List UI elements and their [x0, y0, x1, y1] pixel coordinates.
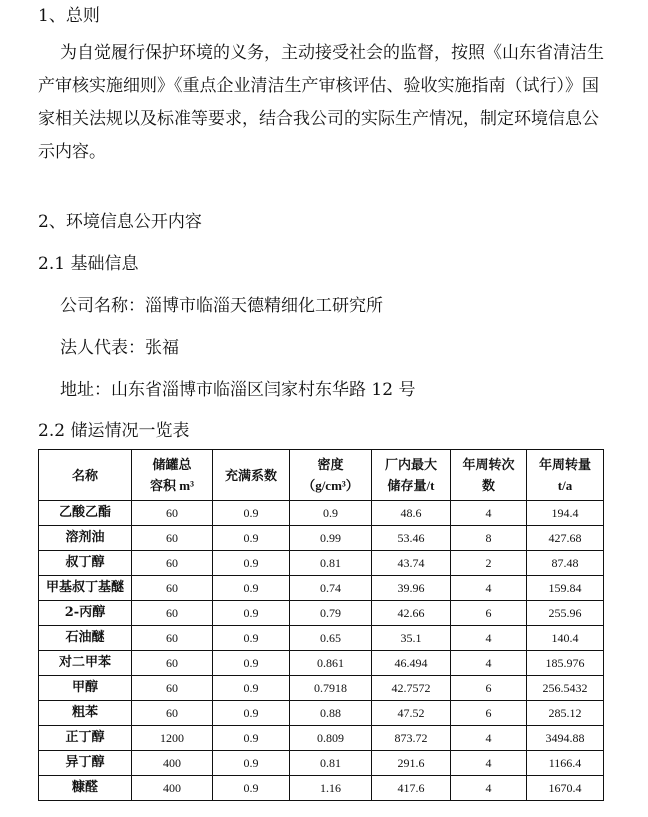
cell-tank-volume: 60	[132, 501, 213, 526]
header-fill-factor: 充满系数	[213, 450, 290, 501]
cell-fill-factor: 0.9	[213, 601, 290, 626]
cell-max-storage: 46.494	[372, 651, 451, 676]
table-body	[39, 501, 604, 801]
cell-turnover-amount: 1166.4	[527, 751, 604, 776]
cell-turnover-amount: 3494.88	[527, 726, 604, 751]
cell-name: 甲基叔丁基醚	[39, 576, 132, 601]
cell-max-storage: 873.72	[372, 726, 451, 751]
legal-representative: 法人代表：张福	[60, 338, 179, 358]
cell-tank-volume: 60	[132, 526, 213, 551]
cell-turnover-count: 6	[451, 676, 527, 701]
header-max-storage: 厂内最大 储存量/t	[372, 450, 451, 501]
cell-turnover-amount: 140.4	[527, 626, 604, 651]
cell-fill-factor: 0.9	[213, 626, 290, 651]
cell-turnover-count: 8	[451, 526, 527, 551]
cell-tank-volume: 60	[132, 576, 213, 601]
cell-tank-volume: 60	[132, 651, 213, 676]
cell-turnover-count: 4	[451, 651, 527, 676]
cell-tank-volume: 60	[132, 676, 213, 701]
table-row	[39, 576, 604, 601]
cell-turnover-count: 4	[451, 626, 527, 651]
cell-density: 0.9	[290, 501, 372, 526]
cell-density: 0.81	[290, 751, 372, 776]
section-2-2-title: 2.2 储运情况一览表	[38, 421, 190, 441]
cell-density: 0.81	[290, 551, 372, 576]
cell-tank-volume: 1200	[132, 726, 213, 751]
cell-density: 0.861	[290, 651, 372, 676]
cell-density: 1.16	[290, 776, 372, 801]
cell-turnover-count: 4	[451, 776, 527, 801]
cell-turnover-amount: 256.5432	[527, 676, 604, 701]
cell-turnover-count: 6	[451, 701, 527, 726]
cell-fill-factor: 0.9	[213, 576, 290, 601]
cell-name: 对二甲苯	[39, 651, 132, 676]
table-row	[39, 676, 604, 701]
cell-name: 石油醚	[39, 626, 132, 651]
cell-fill-factor: 0.9	[213, 651, 290, 676]
cell-max-storage: 47.52	[372, 701, 451, 726]
cell-max-storage: 43.74	[372, 551, 451, 576]
cell-turnover-amount: 255.96	[527, 601, 604, 626]
header-tank-volume: 储罐总 容积 m³	[132, 450, 213, 501]
cell-name: 溶剂油	[39, 526, 132, 551]
storage-table	[38, 449, 604, 801]
cell-turnover-count: 2	[451, 551, 527, 576]
table-row	[39, 551, 604, 576]
cell-turnover-count: 4	[451, 501, 527, 526]
cell-turnover-amount: 87.48	[527, 551, 604, 576]
cell-fill-factor: 0.9	[213, 526, 290, 551]
cell-fill-factor: 0.9	[213, 751, 290, 776]
cell-max-storage: 42.7572	[372, 676, 451, 701]
cell-name: 2-丙醇	[39, 601, 132, 626]
cell-name: 甲醇	[39, 676, 132, 701]
cell-fill-factor: 0.9	[213, 701, 290, 726]
cell-tank-volume: 60	[132, 551, 213, 576]
cell-name: 粗苯	[39, 701, 132, 726]
cell-fill-factor: 0.9	[213, 551, 290, 576]
table-row	[39, 601, 604, 626]
cell-turnover-count: 6	[451, 601, 527, 626]
table-row	[39, 626, 604, 651]
cell-tank-volume: 400	[132, 751, 213, 776]
cell-density: 0.7918	[290, 676, 372, 701]
cell-fill-factor: 0.9	[213, 676, 290, 701]
table-row	[39, 526, 604, 551]
cell-max-storage: 53.46	[372, 526, 451, 551]
cell-tank-volume: 400	[132, 776, 213, 801]
cell-name: 异丁醇	[39, 751, 132, 776]
cell-turnover-amount: 285.12	[527, 701, 604, 726]
cell-max-storage: 42.66	[372, 601, 451, 626]
cell-max-storage: 39.96	[372, 576, 451, 601]
cell-turnover-count: 4	[451, 726, 527, 751]
table-row	[39, 776, 604, 801]
cell-max-storage: 291.6	[372, 751, 451, 776]
cell-tank-volume: 60	[132, 701, 213, 726]
cell-max-storage: 48.6	[372, 501, 451, 526]
cell-density: 0.809	[290, 726, 372, 751]
cell-fill-factor: 0.9	[213, 726, 290, 751]
table-row	[39, 501, 604, 526]
table-row	[39, 726, 604, 751]
company-name: 公司名称：淄博市临淄天德精细化工研究所	[60, 296, 383, 316]
cell-density: 0.88	[290, 701, 372, 726]
table-row	[39, 751, 604, 776]
cell-max-storage: 35.1	[372, 626, 451, 651]
cell-density: 0.99	[290, 526, 372, 551]
section-2-title: 2、环境信息公开内容	[38, 212, 202, 232]
cell-turnover-amount: 159.84	[527, 576, 604, 601]
header-density: 密度 （g/cm³）	[290, 450, 372, 501]
cell-tank-volume: 60	[132, 626, 213, 651]
cell-density: 0.74	[290, 576, 372, 601]
cell-density: 0.79	[290, 601, 372, 626]
cell-name: 正丁醇	[39, 726, 132, 751]
cell-fill-factor: 0.9	[213, 776, 290, 801]
cell-turnover-amount: 427.68	[527, 526, 604, 551]
cell-turnover-count: 4	[451, 576, 527, 601]
section-1-paragraph: 为自觉履行保护环境的义务，主动接受社会的监督，按照《山东省清洁生产审核实施细则》《重点企业清洁生产审核评估、验收实施指南（试行）》国家相关法规以及标准等要求，结合我公司的实际生产情况，制定环境信息公示内容。	[38, 43, 604, 162]
cell-density: 0.65	[290, 626, 372, 651]
cell-turnover-amount: 185.976	[527, 651, 604, 676]
table-header-row	[39, 450, 604, 501]
section-2-1-title: 2.1 基础信息	[38, 254, 139, 274]
cell-turnover-amount: 1670.4	[527, 776, 604, 801]
header-annual-turnover-count: 年周转次 数	[451, 450, 527, 501]
address: 地址：山东省淄博市临淄区闫家村东华路 12 号	[60, 380, 416, 400]
cell-name: 糠醛	[39, 776, 132, 801]
section-1-title: 1、总则	[38, 6, 100, 26]
cell-max-storage: 417.6	[372, 776, 451, 801]
header-name: 名称	[39, 450, 132, 501]
cell-fill-factor: 0.9	[213, 501, 290, 526]
cell-tank-volume: 60	[132, 601, 213, 626]
cell-name: 乙酸乙酯	[39, 501, 132, 526]
table-row	[39, 651, 604, 676]
table-row	[39, 701, 604, 726]
cell-turnover-amount: 194.4	[527, 501, 604, 526]
header-annual-turnover-amount: 年周转量 t/a	[527, 450, 604, 501]
cell-name: 叔丁醇	[39, 551, 132, 576]
cell-turnover-count: 4	[451, 751, 527, 776]
